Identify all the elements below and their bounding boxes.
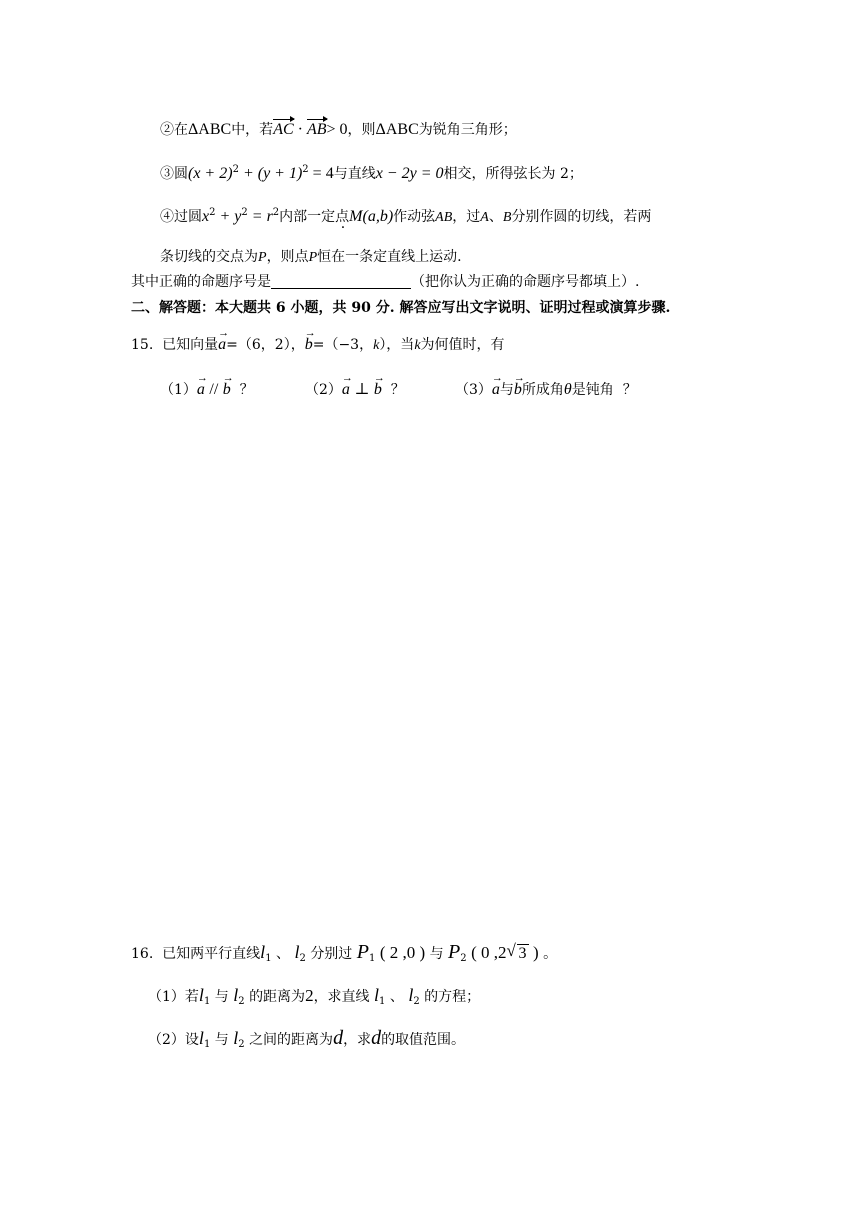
- line-l: l: [233, 1028, 239, 1048]
- vector-a: → a: [218, 335, 226, 355]
- text: ，过: [452, 209, 481, 225]
- text: 是钝角: [571, 382, 614, 398]
- text: 其中正确的命题序号是: [131, 274, 271, 290]
- distance-d: d: [333, 1027, 344, 1049]
- text: ，求: [343, 1032, 372, 1048]
- subscript: 2: [460, 953, 467, 964]
- text: 在: [174, 122, 188, 138]
- vector-a: → a: [197, 380, 205, 400]
- question-mark: ？: [239, 382, 254, 398]
- item-number: ④: [160, 209, 174, 225]
- var-k: k: [373, 338, 380, 353]
- circle-eq: = r: [251, 208, 273, 225]
- part-label: （1）若: [148, 989, 199, 1005]
- text: ），当: [379, 337, 415, 353]
- equation-part: + (y + 1): [242, 165, 303, 182]
- text: 的距离为: [249, 989, 306, 1005]
- part-3: [455, 380, 637, 400]
- subscript: 1: [203, 996, 211, 1007]
- subscript: 1: [368, 953, 376, 964]
- proposition-3: ③圆$(x + 2)^2 + (y + 1)^2 = 4$与直线x − 2y = 0相交，所得弦长为 2；: [160, 164, 583, 182]
- line-l: l: [260, 942, 266, 962]
- question-16: [131, 942, 557, 964]
- text: 之间的距离为: [249, 1032, 334, 1048]
- text: 分别过: [310, 946, 353, 962]
- point-p: P: [448, 941, 461, 963]
- text: 。: [543, 946, 558, 962]
- text: 为锐角三角形；: [418, 122, 517, 138]
- text: 的取值范围。: [381, 1032, 466, 1048]
- triangle-symbol: ΔABC: [375, 121, 419, 138]
- vector-b: → b: [223, 380, 231, 400]
- line-l: l: [233, 985, 239, 1005]
- text: 内部一定: [279, 209, 336, 225]
- text: 已知两平行直线: [162, 946, 261, 962]
- line-l: l: [408, 985, 414, 1005]
- text: 为何值时，有: [420, 337, 505, 353]
- text: ，则点: [266, 249, 309, 265]
- line-l: l: [294, 942, 300, 962]
- vector-b: → b: [514, 380, 522, 400]
- text: 与: [214, 989, 229, 1005]
- part-label: （3）: [455, 382, 492, 398]
- text: =（6，2），: [226, 337, 305, 353]
- question-number: 15.: [131, 337, 154, 353]
- text: （把你认为正确的命题序号都填上）.: [411, 274, 640, 290]
- circle-eq: + y: [219, 208, 242, 225]
- condition: > 0: [326, 121, 348, 138]
- question-15: [131, 335, 505, 356]
- perpendicular-symbol: ⊥: [354, 381, 370, 398]
- point-b: B: [502, 210, 512, 225]
- part-label: （2）设: [148, 1032, 199, 1048]
- point-a: A: [480, 210, 489, 225]
- subscript: 2: [238, 996, 245, 1007]
- var-k: k: [414, 338, 421, 353]
- text: 所成角: [521, 382, 564, 398]
- vector-b: → b: [374, 380, 382, 400]
- sqrt-value: 3: [518, 945, 527, 962]
- text: 已知向量: [162, 337, 219, 353]
- distance-d: d: [371, 1027, 382, 1049]
- section-title-text: 二、解答题：本大题共 6 小题，共 90 分. 解答应写出文字说明、证明过程或演算步骤.: [131, 300, 671, 316]
- text: 分别作圆的切线，若两: [511, 209, 652, 225]
- item-number: ③: [160, 166, 174, 182]
- item-number: ②: [160, 122, 174, 138]
- subscript: 1: [203, 1039, 211, 1050]
- vector-a: → a: [342, 380, 350, 400]
- chord-ab: AB: [435, 210, 453, 225]
- section-title: [131, 298, 670, 318]
- vector-ab: AB: [306, 121, 327, 138]
- text: 圆: [174, 166, 188, 182]
- emphasis-char: 点: [335, 209, 350, 225]
- text: 与: [214, 1032, 229, 1048]
- line-l: l: [374, 985, 380, 1005]
- proposition-4-cont: [160, 247, 462, 268]
- text: 与: [499, 382, 514, 398]
- subscript: 2: [413, 996, 420, 1007]
- text: 、: [488, 209, 503, 225]
- distance-value: 2: [305, 986, 314, 1005]
- point-p: P: [308, 250, 318, 265]
- question-number: 16.: [131, 946, 154, 962]
- line-l: l: [198, 985, 204, 1005]
- question-16-part-1: [148, 985, 480, 1007]
- text: =（−3，: [312, 337, 374, 353]
- part-label: （1）: [160, 382, 197, 398]
- proposition-2: ②在ΔABC中，若AC · AB> 0，则ΔABC为锐角三角形；: [160, 121, 517, 138]
- text: 中，若: [231, 122, 274, 138]
- point-p1-coord: ( 2 ,0 ): [379, 943, 426, 962]
- question-mark: ？: [390, 382, 405, 398]
- point-p: P: [356, 941, 369, 963]
- parallel-symbol: //: [209, 381, 219, 398]
- answer-blank[interactable]: [271, 274, 411, 289]
- triangle-symbol: ΔABC: [188, 121, 232, 138]
- sqrt-symbol: √ 3: [506, 941, 527, 962]
- question-mark: ？: [622, 382, 637, 398]
- text: 过圆: [174, 209, 202, 225]
- text: 、: [276, 946, 291, 962]
- point-p2-coord-close: ): [532, 943, 539, 962]
- vector-ac: AC: [273, 121, 294, 138]
- part-2: [305, 380, 405, 400]
- equation-part: = 4: [312, 165, 334, 182]
- line-l: l: [198, 1028, 204, 1048]
- subscript: 2: [299, 953, 306, 964]
- text: 的方程；: [424, 989, 481, 1005]
- vector-a: → a: [492, 380, 500, 400]
- point-p: P: [258, 250, 267, 265]
- part-label: （2）: [305, 382, 342, 398]
- text: 与直线: [333, 166, 376, 182]
- equation-part: (x + 2): [188, 165, 233, 182]
- line-equation: x − 2y = 0: [375, 165, 444, 182]
- text: 作动弦: [393, 209, 436, 225]
- text: 条切线的交点为: [160, 249, 258, 265]
- text: ，则: [347, 122, 376, 138]
- subscript: 2: [238, 1039, 245, 1050]
- text: 与: [429, 946, 444, 962]
- subscript: 1: [265, 953, 272, 964]
- theta-symbol: θ: [563, 381, 572, 398]
- proposition-4: ④过圆$x^2 + y^2 = r^2$内部一定点M(a,b)作动弦AB，过A、B分别作圆的切线，若两: [160, 207, 652, 225]
- vector-b: → b: [305, 335, 313, 355]
- point-p2-coord: ( 0 ,2: [471, 943, 507, 962]
- text: ，求直线: [313, 989, 370, 1005]
- text: 、: [389, 989, 404, 1005]
- text: 恒在一条定直线上运动.: [317, 249, 462, 265]
- question-16-part-2: [148, 1028, 465, 1050]
- point-m: M(a,b): [349, 208, 394, 225]
- circle-eq: x: [202, 208, 210, 225]
- text: 相交，所得弦长为 2；: [443, 166, 583, 182]
- part-1: [160, 380, 254, 400]
- subscript: 1: [379, 996, 386, 1007]
- answer-prompt: [131, 272, 639, 292]
